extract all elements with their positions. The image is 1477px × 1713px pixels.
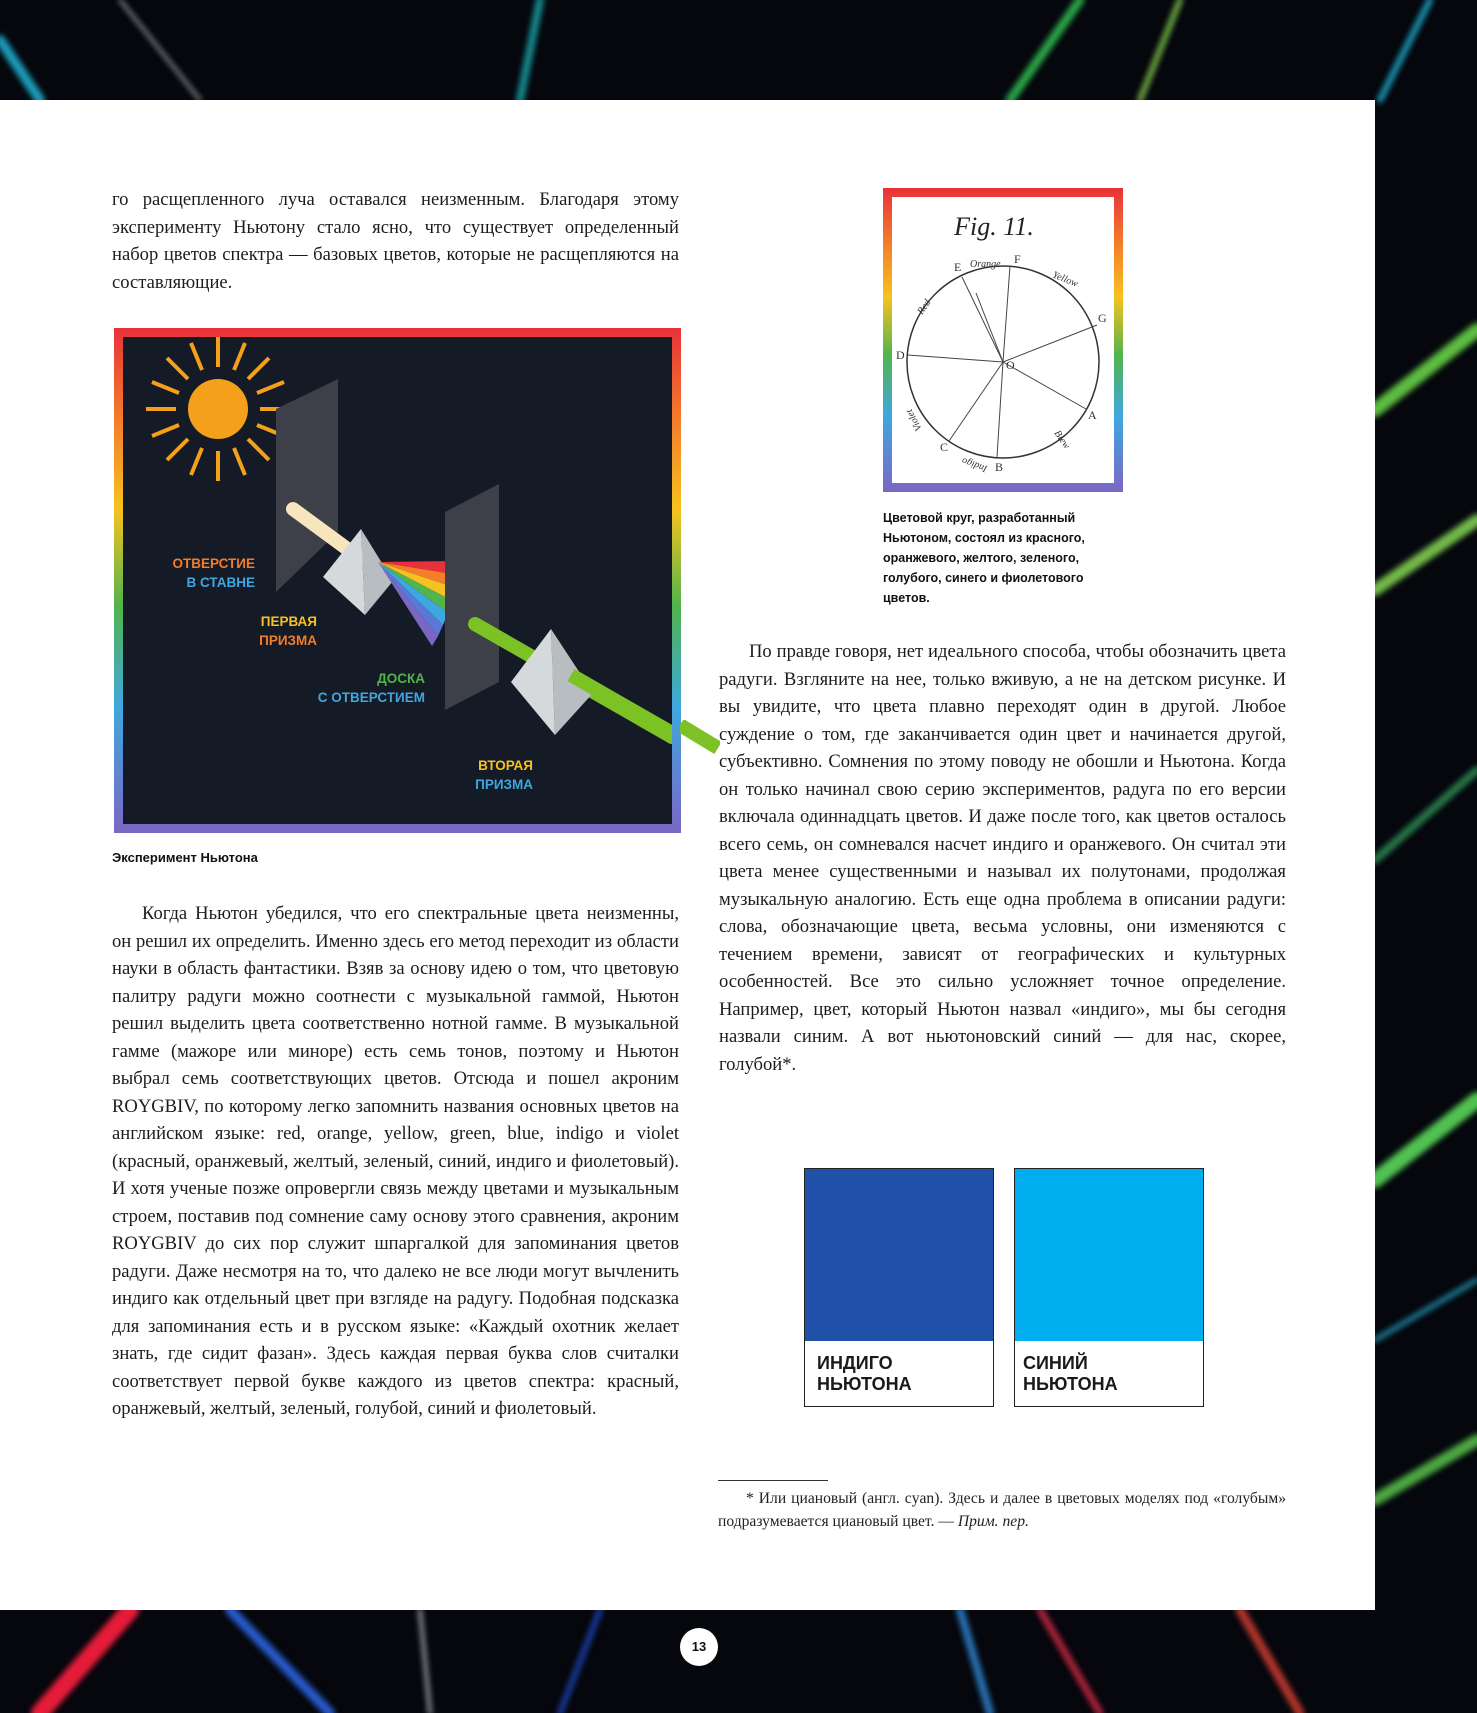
shutter-label-line1: ОТВЕРСТИЕ	[172, 556, 255, 571]
swatch-blue-fill	[1015, 1169, 1203, 1341]
wheel-letter-o: O	[1006, 358, 1015, 372]
prism1-label-line2: ПРИЗМА	[259, 633, 317, 648]
swatch-indigo-label-line1: ИНДИГО	[817, 1353, 893, 1373]
wheel-label-red: Red	[915, 297, 934, 317]
wheel-letter-g: G	[1098, 311, 1107, 325]
shutter-label-line2: В СТАВНЕ	[186, 575, 255, 590]
experiment-diagram	[123, 337, 672, 824]
footnote-rule	[718, 1480, 828, 1481]
wheel-label-indigo: Indigo	[960, 454, 989, 475]
swatch-blue-label-line1: СИНИЙ	[1023, 1353, 1088, 1373]
board-with-hole-panel	[445, 484, 499, 710]
wheel-letter-b: B	[995, 460, 1004, 474]
swatch-indigo-label-line2: НЬЮТОНА	[817, 1374, 912, 1394]
footnote-translator-note: Прим. пер.	[957, 1513, 1029, 1530]
green-beam-extension	[680, 720, 720, 780]
sun-icon	[146, 337, 290, 481]
wheel-letter-c: C	[940, 440, 949, 454]
board-label-line2: С ОТВЕРСТИЕМ	[317, 690, 425, 705]
intro-paragraph: го расщепленного луча оставался неизменным. Благодаря этому эксперименту Ньютону стало ясно, что существует определенный набор цветов спектра — базовых цветов, которые не расщепляются на составляющие.	[112, 189, 679, 293]
footnote-text: * Или циановый (англ. cyan). Здесь и далее в цветовых моделях под «голубым» подразумевается циановый цвет. —	[718, 1490, 1286, 1530]
swatch-newton-indigo	[804, 1168, 994, 1407]
footnote	[718, 1487, 1286, 1533]
wheel-letter-f: F	[1014, 252, 1021, 266]
prism1-label-line1: ПЕРВАЯ	[260, 614, 317, 629]
wheel-label-violet: Violet	[904, 407, 925, 433]
wheel-fig-title: Fig. 11.	[954, 212, 1034, 241]
left-column-paragraph: Когда Ньютон убедился, что его спектральные цвета неизменны, он решил их определить. Именно здесь его метод переходит из области науки в область фантастики. Взяв за основу идею о том, что цветовую палитру радуги можно соотнести с музыкальной гаммой, Ньютон решил выделить цвета соответственно нотной гамме. В музыкальной гамме (мажоре или миноре) есть семь тонов, поэтому и Ньютон выбрал семь соответствующих цветов. Отсюда и пошел акроним ROYGBIV, по которому легко запомнить названия основных цветов на английском языке: red, orange, yellow, green, blue, indigo и violet (красный, оранжевый, желтый, зеленый, синий, индиго и фиолетовый). И хотя ученые позже опровергли связь между цветами и музыкальным строем, поставив под сомнение саму основу этого сравнения, акроним ROYGBIV до сих пор служит шпаргалкой для запоминания цветов радуги. Даже несмотря на то, что далеко не все люди могут вычленить индиго как отдельный цвет при взгляде на радугу. Подобная подсказка для запоминания есть и в русском языке: «Каждый охотник желает знать, где сидит фазан». Здесь каждая первая буква слов считалки соответствует первой букве каждого из цветов спектра: красный, оранжевый, желтый, зеленый, голубой, синий и фиолетовый.	[112, 903, 679, 1419]
swatch-blue-label	[1023, 1353, 1118, 1395]
newton-color-wheel-diagram	[892, 197, 1114, 483]
swatch-indigo-label	[817, 1353, 912, 1395]
wheel-letter-a: A	[1088, 408, 1097, 422]
wheel-spokes	[908, 266, 1097, 457]
swatch-indigo-fill	[805, 1169, 993, 1341]
swatch-newton-blue	[1014, 1168, 1204, 1407]
color-wheel-caption: Цветовой круг, разработанный Ньютоном, состоял из красного, оранжевого, желтого, зеленого, голубого, синего и фиолетового цветов.	[883, 511, 1085, 605]
wheel-label-blue: Blew	[1051, 428, 1073, 452]
experiment-caption: Эксперимент Ньютона	[112, 850, 258, 865]
wheel-label-yellow: Yellow	[1050, 269, 1080, 290]
color-wheel-figure	[883, 188, 1123, 492]
board-label-line1: ДОСКА	[377, 671, 425, 686]
wheel-letter-d: D	[896, 348, 905, 362]
wheel-label-orange: Orange	[970, 259, 1001, 270]
prism2-label-line1: ВТОРАЯ	[478, 758, 533, 773]
wheel-letter-e: E	[954, 260, 962, 274]
right-column-paragraph: По правде говоря, нет идеального способа, чтобы обозначить цвета радуги. Взгляните на нее, только вживую, а не на детском рисунке. И вы увидите, что цвета плавно переходят один в другой. Любое суждение о том, где заканчивается один цвет и начинается другой, субъективно. Сомнения по этому поводу не обошли и Ньютона. Когда он только начинал свою серию экспериментов, радуга по его версии включала одиннадцать цветов. И даже после того, как цветов осталось всего семь, он сомневался насчет индиго и оранжевого. Он считал эти цвета менее существенными и называл их полутонами, продолжая музыкальную аналогию. Есть еще одна проблема в описании радуги: слова, обозначающие цвета, весьма условны, они изменяются с течением времени, зависят от географических и культурных особенностей. Все это сильно усложняет точное определение. Например, цвет, который Ньютон назвал «индиго», мы бы сегодня назвали синим. А вот ньютоновский синий — для нас, скорее, голубой*.	[719, 641, 1286, 1075]
page-number: 13	[680, 1628, 718, 1666]
experiment-figure	[114, 328, 681, 833]
prism2-label-line2: ПРИЗМА	[475, 777, 533, 792]
swatch-blue-label-line2: НЬЮТОНА	[1023, 1374, 1118, 1394]
